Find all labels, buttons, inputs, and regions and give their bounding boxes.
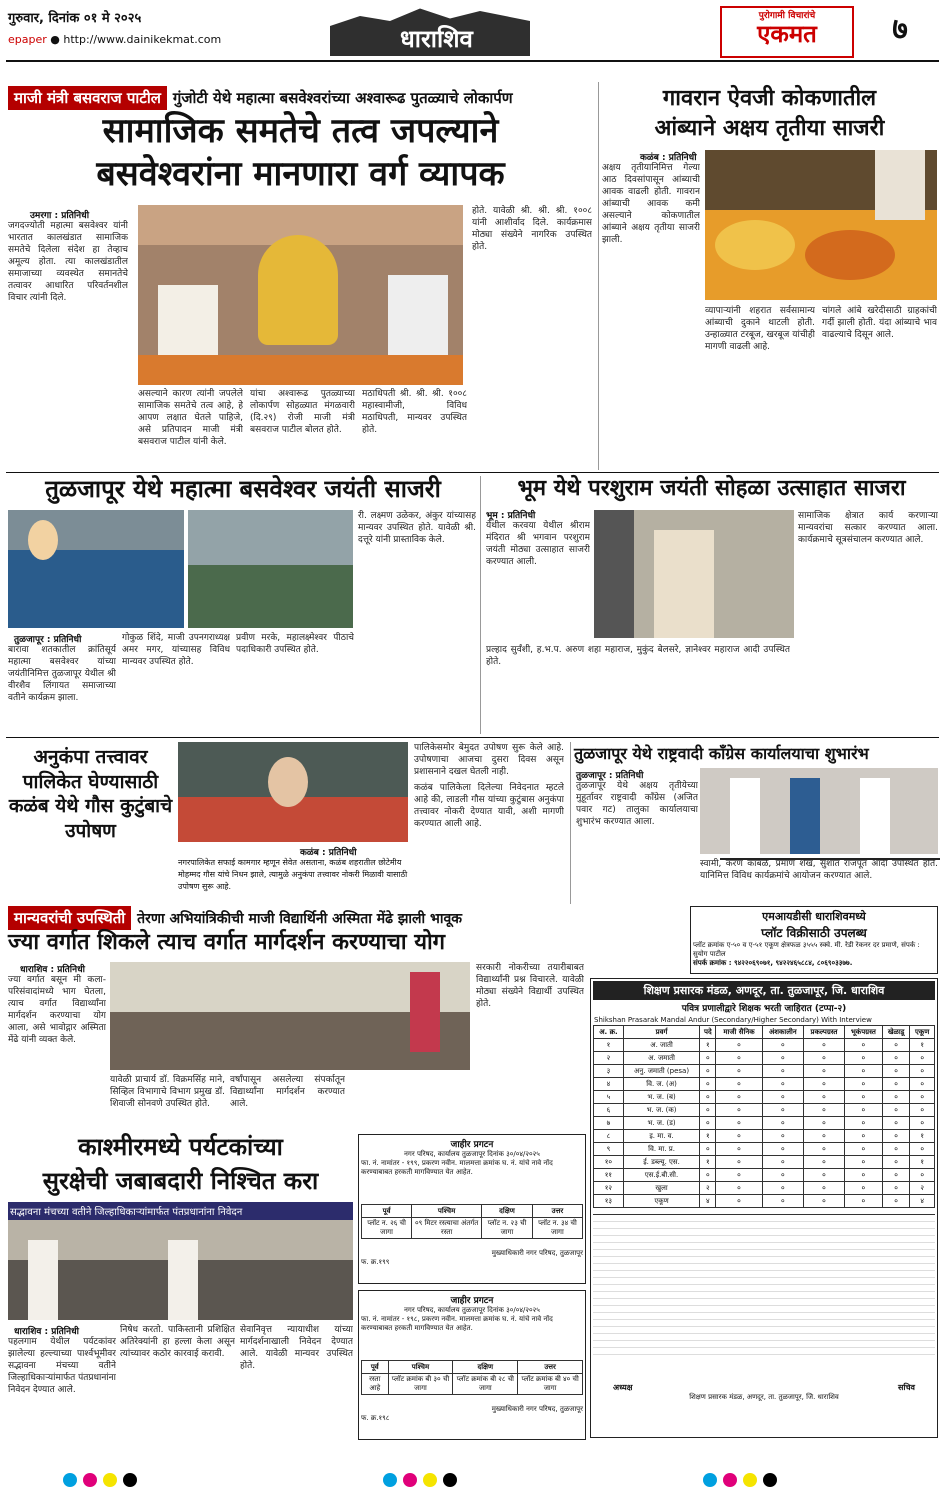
story1-headline-2: बसवेश्‍वरांना मानणारा वर्ग व्यापक — [96, 154, 505, 194]
ad2-cell: ० — [700, 1052, 716, 1065]
ad2-table — [593, 1025, 935, 1208]
ad2-cell: १ — [910, 1156, 935, 1169]
teacher-recruitment-ad — [590, 978, 938, 1438]
story2-photo — [705, 150, 937, 300]
ad2-cell: ० — [762, 1169, 804, 1182]
story7-photo — [110, 962, 470, 1070]
story2-col2: व्यापाऱ्यांनी शहरात सर्वसामान्य आंब्याची दुकाने थाटली होती. उन्हाळ्यात टरबूज, खरबूज यांचीही मागणी वाढली आहे. — [705, 306, 815, 352]
ad2-cell: ० — [700, 1065, 716, 1078]
ad2-cell: ० — [762, 1039, 804, 1052]
ad2-cell: ८ — [594, 1130, 624, 1143]
story1-kicker: माजी मंत्री बसवराज पाटील — [8, 86, 167, 110]
story4-photo — [594, 510, 794, 638]
ad2-cell: ० — [762, 1104, 804, 1117]
story3-col2: गोकुळ शिंदे, माजी उपनगराध्यक्ष अमर मगर, यांच्यासह विविध मान्यवर उपस्थित होते. — [122, 633, 230, 667]
ad2-cell: ० — [804, 1065, 845, 1078]
ad2-table-row — [594, 1156, 935, 1169]
ad2-cell: ० — [700, 1143, 716, 1156]
brand-name: एकमत — [757, 20, 817, 48]
notice2-org: नगर परिषद, कार्यालय तुळजापूर दिनांक ३०/०४/२०२५ — [404, 1306, 540, 1314]
ad2-cell: ० — [762, 1078, 804, 1091]
ad2-notes — [593, 1208, 935, 1382]
ad2-cell: ० — [762, 1195, 804, 1208]
notice2-title: जाहीर प्रगटन — [450, 1296, 494, 1306]
story3-photo-2 — [188, 510, 353, 628]
plot-sale-ad — [690, 906, 938, 974]
ad2-cell: ० — [844, 1117, 882, 1130]
ad2-cell: ० — [910, 1169, 935, 1182]
story1-col4: मठाधिपती श्री. श्री. श्री. १००८ महास्वामीजी, विविध मठाधिपती, मान्यवर उपस्थित होते. — [362, 389, 467, 435]
story2-headline-1: गावरान ऐवजी कोकणातील — [662, 86, 877, 111]
ad2-cell: ० — [910, 1117, 935, 1130]
ad2-table-row — [594, 1143, 935, 1156]
story8-headline-2: सुरक्षेची जबाबदारी निश्चित करा — [42, 1167, 319, 1195]
ad2-cell: १३ — [594, 1195, 624, 1208]
ad2-cell: ० — [700, 1117, 716, 1130]
color-registration-left — [60, 1472, 360, 1491]
ad2-table-row — [594, 1065, 935, 1078]
ad2-cell: ३ — [594, 1065, 624, 1078]
ad2-cell: ० — [844, 1130, 882, 1143]
ad2-cell: भ. ज. (ड) — [623, 1117, 699, 1130]
ad2-cell: ० — [910, 1143, 935, 1156]
ad2-cell: ० — [882, 1156, 909, 1169]
ad2-cell: ० — [882, 1091, 909, 1104]
ad2-sig-right: सचिव — [897, 1383, 915, 1392]
ad2-header-cell: खेळाडू — [882, 1026, 909, 1039]
ad2-cell: ० — [844, 1091, 882, 1104]
story7-col2: यावेळी प्राचार्य डॉ. विक्रमसिंह माने, सिव्हिल विभागाचे विभाग प्रमुख डॉ. शिवाजी सोनवणे उपस्थित होते. — [110, 1075, 225, 1109]
story3-col3: प्रवीण मरके, महालक्ष्मेश्‍वर पीठाचे पदाधिकारी उपस्थित होते. — [236, 633, 354, 655]
story8-headline-1: काश्मीरमध्ये पर्यटकांच्या — [78, 1133, 283, 1161]
ad2-cell: ० — [804, 1143, 845, 1156]
notice1-col: उत्तर — [532, 1205, 582, 1218]
ad2-cell: ० — [844, 1078, 882, 1091]
ad2-cell: ० — [700, 1091, 716, 1104]
ad2-cell: ० — [716, 1182, 762, 1195]
story3-col4: री. लक्ष्मण उळेकर, अंकुर यांच्यासह मान्यवर उपस्थित होते. यावेळी श्री. दत्तूरे यांनी प्रास्ताविक केले. — [358, 511, 476, 545]
ad2-cell: ४ — [594, 1078, 624, 1091]
ad2-table-row — [594, 1091, 935, 1104]
ad2-cell: ० — [882, 1169, 909, 1182]
ad2-cell: ० — [844, 1169, 882, 1182]
public-notice-2 — [358, 1290, 586, 1440]
ad2-cell: ० — [804, 1169, 845, 1182]
ad2-cell: ० — [716, 1143, 762, 1156]
ad2-cell: भ. ज. (क) — [623, 1104, 699, 1117]
ad2-cell: ० — [804, 1117, 845, 1130]
notice1-table — [361, 1204, 583, 1239]
header-rule — [6, 60, 939, 62]
ad2-cell: ० — [762, 1052, 804, 1065]
ad2-cell: ० — [716, 1039, 762, 1052]
ad2-cell: वि. ज. (अ) — [623, 1078, 699, 1091]
ad2-header-cell: प्रकल्पग्रस्त — [804, 1026, 845, 1039]
story8-kicker: सद्भावना मंचच्या वतीने जिल्हाधिकाऱ्यांमार्फत पंतप्रधानांना निवेदन — [8, 1202, 353, 1220]
ad2-cell: २ — [910, 1182, 935, 1195]
story5-col2: कळंब पालिकेला दिलेल्या निवेदनात म्हटले आहे की, लाडली गौस यांच्या कुटुंबास अनुकंपा तत्त्वावर नोकरी देण्यात यावी, अशी मागणी करण्यात आली आहे. — [414, 783, 564, 829]
story5-col1: पालिकेसमोर बेमुदत उपोषण सुरू केले आहे. उपोषणाचा आजचा दुसरा दिवस असून प्रशासनाने दखल घेतली नाही. — [414, 743, 564, 777]
ad2-cell: ० — [716, 1065, 762, 1078]
ad2-cell: ० — [700, 1078, 716, 1091]
notice2-sign: मुख्याधिकारी नगर परिषद, तुळजापूर — [491, 1405, 583, 1413]
ad2-cell: १० — [594, 1156, 624, 1169]
ad2-cell: २ — [594, 1052, 624, 1065]
story1-subkicker: गुंजोटी येथे महात्मा बसवेश्‍वरांच्या अश्‍वारूढ पुतळ्याचे लोकार्पण — [172, 89, 513, 107]
story5-byline: कळंब : प्रतिनिधी — [300, 848, 357, 858]
story4-byline: भूम : प्रतिनिधी — [486, 511, 536, 521]
ad2-cell: ० — [700, 1169, 716, 1182]
ad2-cell: ई. डब्ल्यू. एस. — [623, 1156, 699, 1169]
ad2-cell: अ. जाती — [623, 1039, 699, 1052]
story3-col1: बारावा शतकातील क्रांतिसूर्य महात्मा बसवेश्‍वर यांच्या जयंतीनिमित्त तुळजापूर येथील श्री वीरशैव लिंगायत समाजाच्या वतीने कार्यक्रम झाला. — [8, 645, 116, 703]
ad2-cell: ० — [716, 1130, 762, 1143]
ad2-table-row — [594, 1169, 935, 1182]
ad2-table-row — [594, 1104, 935, 1117]
story6-col1: तुळजापूर येथे अक्षय तृतीयेच्या मुहूर्तावर राष्ट्रवादी काँग्रेस (अजित पवार गट) तालुका कार्यालयाचा शुभारंभ करण्यात आला. — [576, 781, 698, 827]
ad2-cell: खुला — [623, 1182, 699, 1195]
ad2-cell: ११ — [594, 1169, 624, 1182]
story1-byline: उमरगा : प्रतिनिधी — [30, 211, 90, 221]
story4-col1: येथील करवया येथील श्रीराम मंदिरात श्री भगवान परशुराम जयंती मोठ्या उत्साहात साजरी करण्यात आली. — [486, 521, 590, 567]
ad2-cell: १ — [700, 1130, 716, 1143]
story8-col2: निषेध करतो. पाकिस्तानी प्रशिक्षित अतिरेक्यांनी हा हल्ला केला असून त्यांच्यावर कठोर कारवाई करावी. — [120, 1325, 235, 1359]
ad1-line1: एमआयडीसी धाराशिवमध्ये — [762, 910, 866, 923]
story1-col5: होते. यावेळी श्री. श्री. श्री. १००८ यांनी आशीर्वाद दिले. कार्यक्रमास मोठ्या संख्येने नागरिक उपस्थित होते. — [472, 206, 592, 252]
story8-photo — [8, 1220, 353, 1320]
ad2-header-cell: भूकंपग्रस्त — [844, 1026, 882, 1039]
ad2-cell: ० — [882, 1130, 909, 1143]
story4-col2: प्रल्हाद सुर्वंशी, ह.भ.प. अरुण शहा महाराज, मुकुंद बेलसरे, ज्ञानेश्‍वर महाराज आदी उपस्थित होते. — [486, 645, 790, 667]
ad2-cell: ० — [844, 1039, 882, 1052]
ad2-cell: ० — [762, 1065, 804, 1078]
story7-col1: ज्या वर्गात बसून मी कला-परिसंवादांमध्ये भाग घेतला, त्याच वर्गात विद्यार्थ्यांना मार्गदर्शन करण्याचा योग आला, असे भावोद्गार अस्मिता मेंढे यांनी व्यक्त केले. — [8, 975, 106, 1045]
ad2-header-cell: एकूण — [910, 1026, 935, 1039]
story5-headline: अनुकंपा तत्त्वावर पालिकेत घेण्यासाठी कळंब येथे गौस कुटुंबाचे उपोषण — [8, 746, 173, 843]
ad2-cell: ० — [910, 1091, 935, 1104]
story1-headline-1: सामाजिक समतेचे तत्व जपल्याने — [102, 111, 499, 151]
ad2-cell: ० — [700, 1104, 716, 1117]
notice1-val: ०९ मिटर रस्त्याचा अंतर्गत रस्ता — [412, 1218, 482, 1239]
ad2-cell: ० — [844, 1104, 882, 1117]
ad2-cell: ० — [882, 1039, 909, 1052]
story1-kicker-row — [8, 86, 593, 110]
ad2-cell: ० — [762, 1182, 804, 1195]
ad2-cell: १ — [700, 1039, 716, 1052]
ad2-cell: १ — [910, 1130, 935, 1143]
page-number: ७ — [892, 12, 908, 47]
ad2-table-row — [594, 1052, 935, 1065]
ad2-cell: ० — [844, 1052, 882, 1065]
story1-photo — [138, 205, 463, 385]
story7-subkicker: तेरणा अभियांत्रिकीची माजी विद्यार्थिनी अस्मिता मेंढे झाली भावूक — [137, 910, 463, 927]
ad2-cell: एस.ई.बी.सी. — [623, 1169, 699, 1182]
story2-col3: चांगले आंबे खरेदीसाठी ग्राहकांची गर्दी झाली होती. यंदा आंब्याचे भाव वाढल्याचे दिसून आले. — [822, 306, 937, 340]
story7-kicker-row — [8, 906, 583, 930]
notice2-col: पश्चिम — [388, 1361, 453, 1374]
ad2-cell: ० — [762, 1143, 804, 1156]
story3-headline: तुळजापूर येथे महात्मा बसवेश्‍वर जयंती साजरी — [45, 475, 441, 503]
ad2-table-row — [594, 1195, 935, 1208]
story7-col3: वर्षांपासून असलेल्या संपर्कातून विद्यार्थ्यांना मार्गदर्शन करण्यात आले. — [230, 1075, 345, 1109]
ad2-cell: ० — [804, 1039, 845, 1052]
ad2-cell: ० — [716, 1104, 762, 1117]
rule — [6, 472, 939, 473]
notice2-col: दक्षिण — [453, 1361, 518, 1374]
ad2-cell: ० — [716, 1078, 762, 1091]
story8-col1: पहलगाम येथील पर्यटकांवर झालेल्या हल्ल्याच्या पार्श्‍वभूमीवर सद्भावना मंचच्या वतीने जिल्हाधिकाऱ्यांमार्फत पंतप्रधानांना निवेदन देण्यात आले. — [8, 1337, 116, 1395]
notice1-val: प्लॉट न. २६ ची जागा — [362, 1218, 412, 1239]
ad2-cell: ० — [716, 1091, 762, 1104]
ad2-cell: इ. मा. व. — [623, 1130, 699, 1143]
issue-date: गुरुवार, दिनांक ०१ मे २०२५ — [8, 11, 142, 26]
ad2-cell: १२ — [594, 1182, 624, 1195]
ad2-cell: ० — [910, 1052, 935, 1065]
story4-headline: भूम येथे परशुराम जयंती सोहळा उत्साहात साजरा — [517, 476, 906, 501]
brand-logo — [720, 6, 854, 58]
ad2-cell: २ — [700, 1182, 716, 1195]
ad2-subtitle: पवित्र प्रणालीद्वारे शिक्षक भरती जाहिरात (टप्पा-२) — [681, 1004, 847, 1014]
story6-headline: तुळजापूर येथे राष्ट्रवादी काँग्रेस कार्यालयाचा शुभारंभ — [574, 744, 869, 763]
ad2-cell: ० — [910, 1078, 935, 1091]
story4-col3: सामाजिक क्षेत्रात कार्य करणाऱ्या मान्यवरांचा सत्कार करण्यात आला. कार्यक्रमाचे सूत्रसंचालन करण्यात आले. — [798, 511, 938, 545]
ad2-cell: अ. जमाती — [623, 1052, 699, 1065]
notice1-val: प्लॉट न. ३४ ची जागा — [532, 1218, 582, 1239]
ad2-sig-left: अध्यक्ष — [613, 1383, 633, 1392]
ad2-header-cell: माजी सैनिक — [716, 1026, 762, 1039]
ad2-cell: ० — [910, 1065, 935, 1078]
masthead — [330, 6, 530, 56]
epaper-url[interactable]: epaper ● http://www.dainikekmat.com — [8, 33, 222, 46]
story5-caption: नगरपालिकेत सफाई कामगार म्हणून सेवेत असताना, कळंब शहरातील छोटेमीय मोहम्मद गौस यांचे निधन झाले, त्यामुळे अनुकंपा तत्त्वावर नोकरी मिळावी यासाठी उपोषण सुरू आहे. — [178, 858, 408, 891]
rule — [6, 737, 939, 738]
ad2-cell: ० — [804, 1182, 845, 1195]
story2-byline: कळंब : प्रतिनिधी — [640, 153, 697, 163]
ad2-cell: ९ — [594, 1143, 624, 1156]
notice2-body: फा. नं. नामांतर - १९८, प्रकरण नवीन. मालमत्ता क्रमांक घ. नं. यांचे नावे नोंद करण्याबाबत हरकती मागविण्यात येत आहेत. — [361, 1315, 553, 1332]
ad2-header-cell: प्रवर्ग — [623, 1026, 699, 1039]
ad2-table-row — [594, 1182, 935, 1195]
ad2-title: शिक्षण प्रसारक मंडळ, अणदूर, ता. तुळजापूर, जि. धाराशिव — [593, 981, 935, 1000]
ad2-cell: ० — [804, 1156, 845, 1169]
site-url[interactable]: http://www.dainikekmat.com — [63, 33, 222, 46]
ad2-cell: ४ — [910, 1195, 935, 1208]
ad1-line2: प्लॉट विक्रीसाठी उपलब्ध — [761, 926, 867, 940]
notice1-ref: फ. क्र.१९९ — [361, 1258, 390, 1266]
story8-byline: धाराशिव : प्रतिनिधी — [14, 1327, 79, 1337]
ad1-body: प्लॉट क्रमांक ए-५० व ए-५१ एकूण क्षेत्रफळ ३५५५ स्क्वे. मी. रेडी रेकनर दर प्रमाणे, संपर्क : सुयोग पाटील — [693, 941, 920, 958]
notice1-val: प्लॉट न. २३ ची जागा — [482, 1218, 533, 1239]
ad2-cell: १ — [910, 1039, 935, 1052]
notice2-val: प्लॉट क्रमांक बी ३० ची जागा — [388, 1374, 453, 1395]
ad2-header-cell: अ. क्र. — [594, 1026, 624, 1039]
ad2-cell: ० — [762, 1091, 804, 1104]
ad2-cell: ४ — [700, 1195, 716, 1208]
ad2-cell: ६ — [594, 1104, 624, 1117]
ad2-table-row — [594, 1130, 935, 1143]
public-notice-1 — [358, 1134, 586, 1284]
ad2-cell: ० — [844, 1143, 882, 1156]
story7-byline: धाराशिव : प्रतिनिधी — [20, 965, 85, 975]
ad2-cell: ५ — [594, 1091, 624, 1104]
ad2-cell: अनु. जमाती (pesa) — [623, 1065, 699, 1078]
brand-tagline: पुरोगामी विचारांचे — [758, 11, 816, 21]
ad2-cell: ० — [844, 1156, 882, 1169]
ad2-cell: वि. मा. प्र. — [623, 1143, 699, 1156]
ad2-cell: ० — [716, 1117, 762, 1130]
ad2-table-row — [594, 1039, 935, 1052]
story6-col2: स्वामी, करण कांबळे, प्रमाण शेख, सुशांत राजपूत आदी उपस्थित होते. यानिमित्त विविध कार्यक्रमांचे आयोजन करण्यात आले. — [700, 859, 938, 881]
masthead-title: धाराशिव — [400, 25, 473, 53]
story2-headline-2: आंब्याने अक्षय तृतीया साजरी — [654, 116, 885, 141]
ad2-cell: ७ — [594, 1117, 624, 1130]
ad2-cell: ० — [844, 1182, 882, 1195]
ad2-cell: ० — [804, 1130, 845, 1143]
ad2-cell: ० — [882, 1182, 909, 1195]
ad2-cell: ० — [882, 1104, 909, 1117]
notice1-col: पश्चिम — [412, 1205, 482, 1218]
story1-col2: असल्याने कारण त्यांनी जपलेले सामाजिक समतेचे तत्व आहे, हे आपण लक्षात घेतले पाहिजे, असे प्रतिपादन माजी मंत्री बसवराज पाटील यांनी केले. — [138, 389, 243, 447]
story7-col4: सरकारी नोकरीच्या तयारीबाबत विद्यार्थ्यांनी प्रश्न विचारले. यावेळी मोठ्या संख्येने विद्यार्थी उपस्थित होते. — [476, 963, 584, 1009]
ad2-table-row — [594, 1117, 935, 1130]
story8-col3: सेवानिवृत्त न्यायाधीश यांच्या मार्गदर्शनाखाली निवेदन देण्यात आले. यावेळी मान्यवर उपस्थित होते. — [240, 1325, 353, 1371]
ad2-cell: ० — [716, 1052, 762, 1065]
ad2-cell: ० — [804, 1104, 845, 1117]
ad2-cell: १ — [700, 1156, 716, 1169]
notice2-col: उत्तर — [518, 1361, 583, 1374]
notice1-org: नगर परिषद, कार्यालय तुळजापूर दिनांक ३०/०४/२०२५ — [404, 1150, 540, 1158]
ad2-table-row — [594, 1078, 935, 1091]
notice2-val: प्लॉट क्रमांक बी २८ ची जागा — [453, 1374, 518, 1395]
epaper-label: epaper — [8, 33, 47, 46]
story1-col3: यांचा अश्‍वारूढ पुतळ्याच्या लोकार्पण सोहळ्यात मंगळवारी (दि.२९) रोजी माजी मंत्री बसवराज पाटील बोलत होते. — [250, 389, 355, 435]
ad2-cell: ० — [804, 1052, 845, 1065]
story1-col1: जगदज्योती महात्मा बसवेश्‍वर यांनी भारतात कालखंडात सामाजिक समतेचे दिलेला संदेश हा तेव्हाच अमूल्य होता. त्या कालखंडातील समाजाच्या व्यवस्थेत समानतेचे तत्वावर आधारित परिवर्तनशील विचार त्यांनी दिले. — [8, 221, 128, 303]
story2-col1: अक्षय तृतीयानिमित्त गेल्या आठ दिवसांपासून आंब्याची आवक वाढली होती. गावरान आंब्याची आवक कमी असल्याने कोकणातील आंब्याने अक्षय तृतीया साजरी झाली. — [602, 163, 700, 245]
color-registration-center — [380, 1472, 580, 1491]
ad2-cell: ० — [762, 1156, 804, 1169]
ad2-cell: ० — [762, 1117, 804, 1130]
notice2-val: रस्ता आहे — [362, 1374, 389, 1395]
ad2-cell: भ. ज. (ब) — [623, 1091, 699, 1104]
ad2-cell: ० — [844, 1065, 882, 1078]
story5-photo — [178, 742, 408, 842]
ad2-cell: ० — [882, 1065, 909, 1078]
ad2-cell: ० — [882, 1117, 909, 1130]
ad2-cell: ० — [762, 1130, 804, 1143]
story6-photo — [700, 768, 938, 854]
ad2-cell: ० — [804, 1078, 845, 1091]
ad2-cell: १ — [594, 1039, 624, 1052]
notice2-table — [361, 1360, 583, 1395]
color-registration-right — [700, 1472, 900, 1491]
ad2-cell: ० — [882, 1195, 909, 1208]
notice2-val: प्लॉट क्रमांक बी ४० ची जागा — [518, 1374, 583, 1395]
ad2-cell: ० — [882, 1143, 909, 1156]
ad2-cell: ० — [910, 1104, 935, 1117]
ad1-contact: संपर्क क्रमांक : ९४२२०६९०७१, ९४२२४६५८८४, ८०६९०३३७७. — [693, 959, 853, 967]
notice1-col: दक्षिण — [482, 1205, 533, 1218]
notice2-ref: फ. क्र.१९८ — [361, 1414, 390, 1422]
ad2-cell: ० — [804, 1195, 845, 1208]
ad2-cell: ० — [844, 1195, 882, 1208]
story3-photo-1 — [8, 510, 184, 628]
ad2-cell: ० — [716, 1169, 762, 1182]
story7-kicker: मान्यवरांची उपस्थिती — [8, 906, 131, 930]
ad2-intro: Shikshan Prasarak Mandal Andur (Secondary/Higher Secondary) With Interview — [594, 1016, 872, 1024]
ad2-cell: ० — [716, 1156, 762, 1169]
ad2-cell: ० — [804, 1091, 845, 1104]
ad2-cell: ० — [882, 1052, 909, 1065]
ad2-cell: एकूण — [623, 1195, 699, 1208]
notice2-col: पूर्व — [362, 1361, 389, 1374]
notice1-body: फा. नं. नामांतर - १९९, प्रकरण नवीन. मालमत्ता क्रमांक घ. नं. यांचे नावे नोंद करण्याबाबत हरकती मागविण्यात येत आहेत. — [361, 1159, 553, 1176]
story3-byline: तुळजापूर : प्रतिनिधी — [14, 635, 82, 645]
notice1-sign: मुख्याधिकारी नगर परिषद, तुळजापूर — [491, 1249, 583, 1257]
ad2-cell: ० — [716, 1195, 762, 1208]
ad2-footer: शिक्षण प्रसारक मंडळ, अणदूर, ता. तुळजापूर, जि. धाराशिव — [689, 1393, 839, 1401]
ad2-header-cell: अंशकालीन — [762, 1026, 804, 1039]
notice1-title: जाहीर प्रगटन — [450, 1140, 494, 1150]
ad2-header-cell: पदे — [700, 1026, 716, 1039]
story7-headline: ज्या वर्गात शिकले त्याच वर्गात मार्गदर्शन करण्याचा योग — [8, 930, 446, 955]
ad2-cell: ० — [882, 1078, 909, 1091]
notice1-col: पूर्व — [362, 1205, 412, 1218]
story6-byline: तुळजापूर : प्रतिनिधी — [576, 771, 644, 781]
